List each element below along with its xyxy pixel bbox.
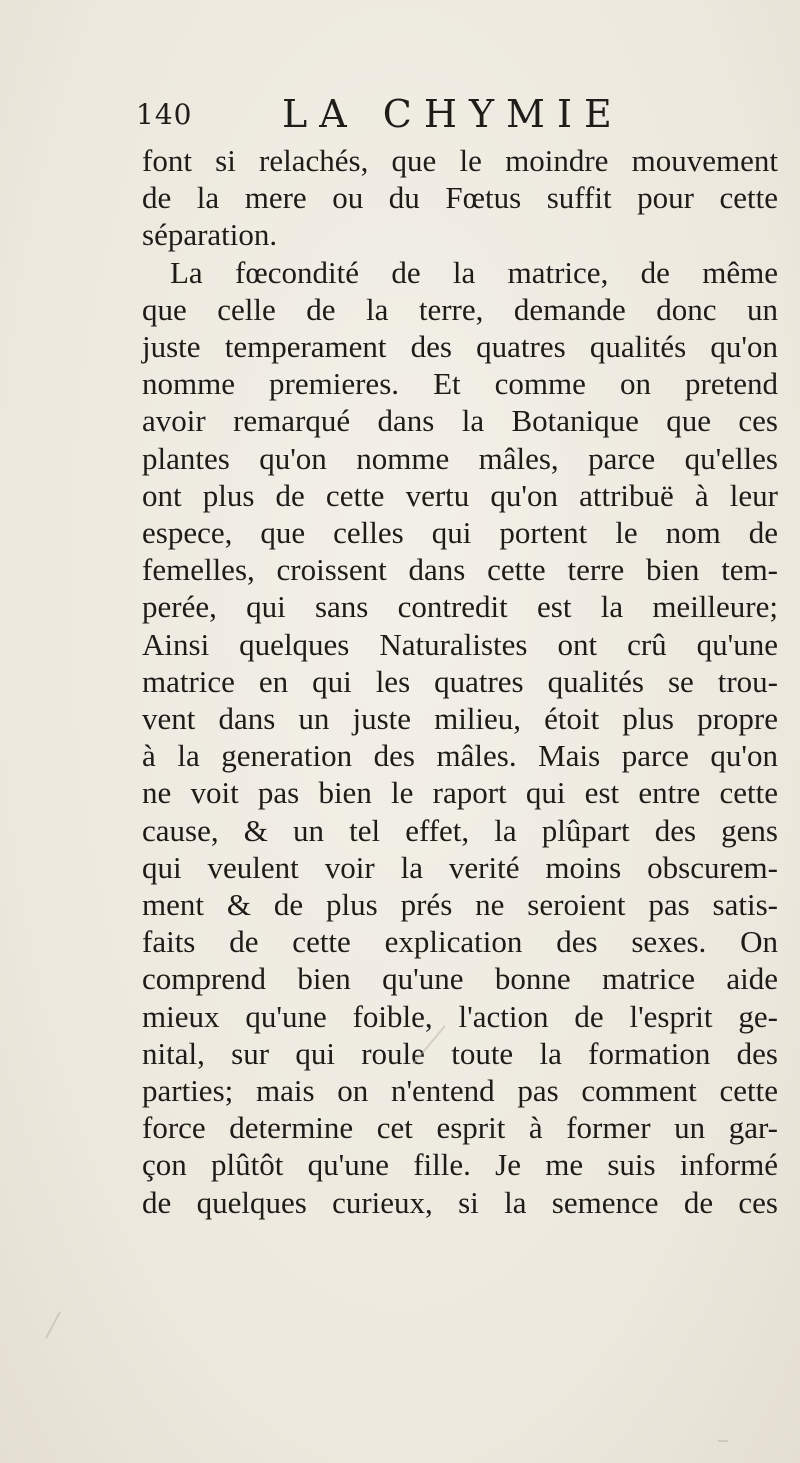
text-line: séparation. <box>142 217 278 253</box>
text-line: avoir remarqué dans la Botanique que ces <box>142 403 778 439</box>
paper-speck <box>45 1311 61 1338</box>
text-line: à la generation des mâles. Mais parce qu'on <box>142 738 778 774</box>
text-line: plantes qu'on nomme mâles, parce qu'elles <box>142 440 778 476</box>
text-line: force determine cet esprit à former un gar- <box>142 1110 778 1146</box>
text-line: de quelques curieux, si la semence de ces <box>142 1184 778 1220</box>
text-line: faits de cette explication des sexes. On <box>142 924 778 960</box>
text-line: nomme premieres. Et comme on pretend <box>142 366 778 402</box>
page-number: 140 <box>136 98 193 131</box>
text-line: juste temperament des quatres qualités qu'on <box>142 329 778 365</box>
text-line: parties; mais on n'entend pas comment cette <box>142 1073 778 1109</box>
text-line: que celle de la terre, demande donc un <box>142 291 778 327</box>
text-line: nital, sur qui roule toute la formation des <box>142 1035 778 1071</box>
text-line: çon plûtôt qu'une fille. Je me suis informé <box>142 1147 778 1183</box>
text-line: ont plus de cette vertu qu'on attribuë à leur <box>142 477 778 513</box>
text-line: matrice en qui les quatres qualités se trou- <box>142 663 778 699</box>
text-line: qui veulent voir la verité moins obscurem- <box>142 849 778 885</box>
text-line: Ainsi quelques Naturalistes ont crû qu'une <box>142 626 778 662</box>
text-line: comprend bien qu'une bonne matrice aide <box>142 961 778 997</box>
text-line: de la mere ou du Fœtus suffit pour cette <box>142 180 778 216</box>
text-line: mieux qu'une foible, l'action de l'esprit ge- <box>142 998 778 1034</box>
text-line: font si relachés, que le moindre mouvement <box>142 143 778 178</box>
text-line: ne voit pas bien le raport qui est entre cette <box>142 775 778 811</box>
running-title: LA CHYMIE <box>282 92 624 136</box>
text-line: cause, & un tel effet, la plûpart des gens <box>142 812 778 848</box>
body-text <box>142 142 778 1221</box>
text-line: La fœcondité de la matrice, de même <box>170 254 778 290</box>
text-line: vent dans un juste milieu, étoit plus propre <box>142 701 778 737</box>
text-line: femelles, croissent dans cette terre bien tem- <box>142 552 778 588</box>
text-line: espece, que celles qui portent le nom de <box>142 515 778 551</box>
text-line: ment & de plus prés ne seroient pas satis- <box>142 887 778 923</box>
page-header <box>136 92 776 138</box>
text-line: perée, qui sans contredit est la meilleure; <box>142 589 778 625</box>
paper-speck <box>718 1440 728 1442</box>
